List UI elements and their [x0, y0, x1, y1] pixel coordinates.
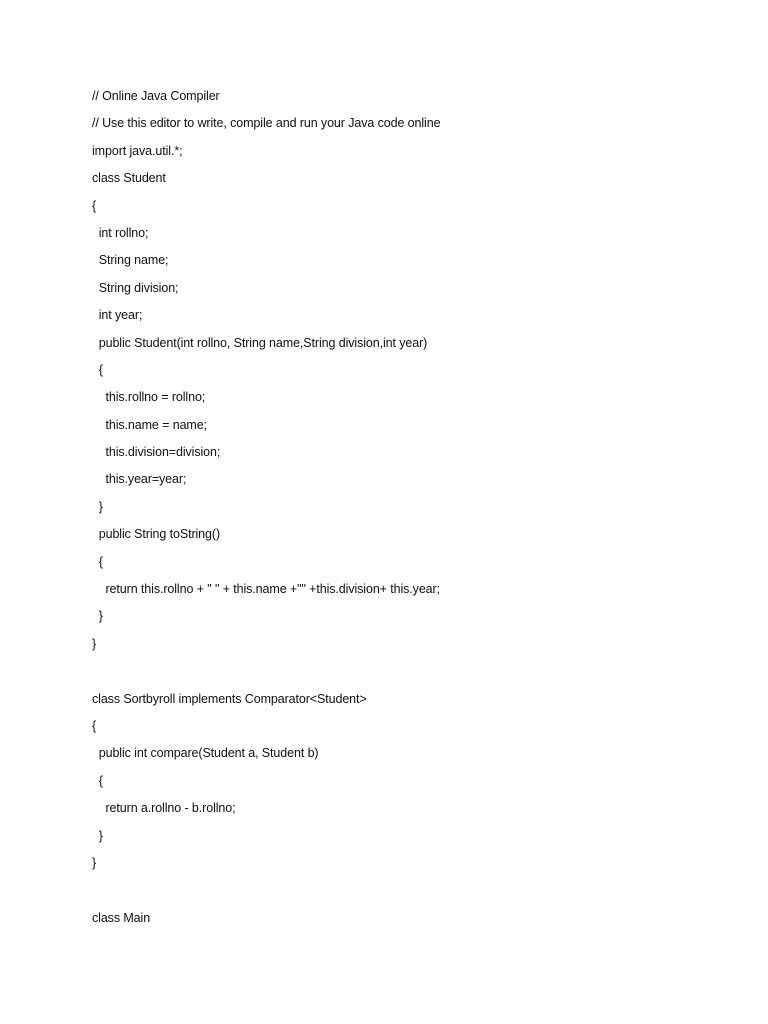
code-line: public String toString() [92, 527, 221, 542]
code-line: } [92, 855, 97, 870]
code-line: { [92, 773, 103, 788]
code-line: } [92, 499, 103, 514]
code-line: } [92, 828, 103, 843]
code-line: return this.rollno + " " + this.name +"" +this.division+ this.year; [92, 582, 440, 597]
code-line: this.division=division; [92, 445, 221, 460]
code-line: } [92, 636, 97, 651]
code-line: int year; [92, 308, 143, 323]
code-line: } [92, 609, 103, 624]
blank-line [92, 879, 440, 906]
code-line: // Use this editor to write, compile and run your Java code online [92, 116, 441, 131]
code-line: this.name = name; [92, 417, 207, 432]
blank-line [92, 660, 440, 687]
code-line: public Student(int rollno, String name,String division,int year) [92, 335, 428, 350]
code-line: { [92, 362, 103, 377]
code-line: this.rollno = rollno; [92, 390, 206, 405]
code-line: { [92, 718, 97, 733]
code-line: import java.util.*; [92, 143, 183, 158]
code-line: this.year=year; [92, 472, 187, 487]
code-line: { [92, 198, 97, 213]
code-line: public int compare(Student a, Student b) [92, 746, 319, 761]
code-line: String name; [92, 253, 169, 268]
code-line: class Sortbyroll implements Comparator<Student> [92, 691, 367, 706]
code-line: int rollno; [92, 225, 149, 240]
code-line: // Online Java Compiler [92, 89, 220, 103]
code-line: String division; [92, 280, 179, 295]
code-line: class Main [92, 910, 151, 925]
code-listing [92, 85, 440, 934]
code-line: return a.rollno - b.rollno; [92, 801, 236, 816]
code-line: { [92, 554, 103, 569]
code-line: class Student [92, 171, 166, 186]
